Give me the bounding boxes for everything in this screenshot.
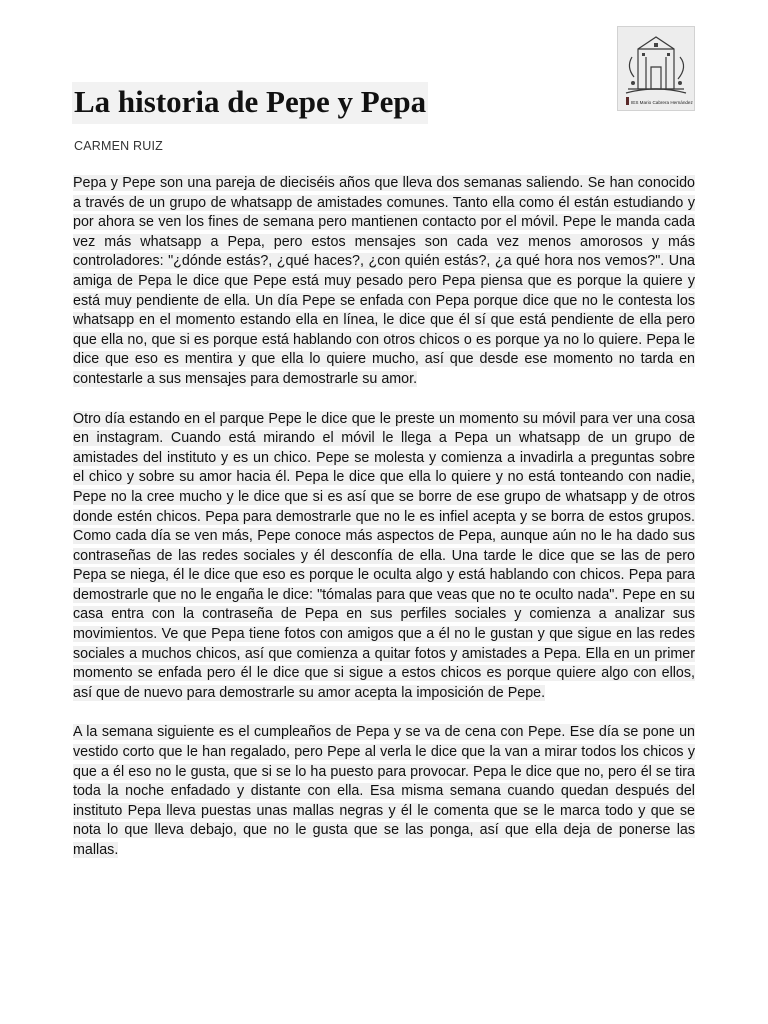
school-seal-icon bbox=[618, 27, 694, 110]
paragraph-1 bbox=[73, 174, 695, 390]
paragraph-3-text: A la semana siguiente es el cumpleaños de Pepa y se va de cena con Pepe. Ese día se pone un vestido corto que le han regalado, pero Pepe al verla le dice que la van a mirar todos los chicos y que a él eso no le gusta, que si se lo ha puesto para provocar. Pepa le dice que no, pero él se tira toda la noche enfadado y distante con ella. Esa misma semana cuando quedan después del instituto Pepa lleva puestas unas mallas negras y él le comenta que se le marca todo y que se nota lo que lleva debajo, que no le gusta que se las ponga, así que ella deja de ponerse las mallas. bbox=[73, 724, 695, 858]
author-name: CARMEN RUIZ bbox=[74, 139, 164, 153]
page-title: La historia de Pepe y Pepa bbox=[72, 82, 428, 124]
school-seal-logo bbox=[617, 26, 695, 111]
paragraph-2-text: Otro día estando en el parque Pepe le dice que le preste un momento su móvil para ver una cosa en instagram. Cuando está mirando el móvil le llega a Pepa un whatsapp de un grupo de amistades del instituto y es un chico. Pepe se molesta y comienza a invadirla a preguntas sobre el chico y sobre su amor hacia él. Pepa le dice que ella lo quiere y no está tonteando con nadie, Pepe no la cree mucho y le dice que si es así que se borre de ese grupo de whatsapp y de otros donde estén chicos. Pepa para demostrarle que no le es infiel acepta y se borra de estos grupos. Como cada día se ven más, Pepe conoce más aspectos de Pepa, aunque aún no le ha dado sus contraseñas de las redes sociales y él desconfía de ella. Una tarde le dice que se las de pero Pepa se niega, él le dice que eso es porque le oculta algo y está hablando con chicos. Pepa para demostrarle que no le engaña le dice: "tómalas para que veas que no te oculto nada". Pepe en su casa entra con la contraseña de Pepa en sus perfiles sociales y comienza a analizar sus movimientos. Ve que Pepa tiene fotos con amigos que a él no le gustan y que sigue en las redes sociales a muchos chicos, así que comienza a quitar fotos y amistades a Pepa. Ella en un primer momento se enfada pero él le dice que si sigue a estos chicos es porque quiere algo con ellos, así que de nuevo para demostrarle su amor acepta la imposición de Pepe. bbox=[73, 410, 695, 701]
paragraph-2 bbox=[73, 410, 695, 704]
logo-caption: IES Mario Cabrera Hernández bbox=[631, 100, 693, 105]
paragraph-3 bbox=[73, 723, 695, 860]
paragraph-1-text: Pepa y Pepe son una pareja de dieciséis años que lleva dos semanas saliendo. Se han conocido a través de un grupo de whatsapp de amistades comunes. Tanto ella como él están estudiando y por ahora se ven los fines de semana pero mantienen contacto por el móvil. Pepe le manda cada vez más whatsapp a Pepa, pero estos mensajes son cada vez menos amorosos y más controladores: "¿dónde estás?, ¿qué haces?, ¿con quién estás?, ¿a qué hora nos vemos?". Una amiga de Pepa le dice que Pepe está muy pesado pero Pepa piensa que es porque la quiere y está muy pendiente de ella. Un día Pepe se enfada con Pepa porque dice que no le contesta los whatsapp en el momento estando ella en línea, le dice que él sí que está pendiente de ella pero que ella no, que si es porque está hablando con otros chicos o es porque ya no lo quiere. Pepa le dice que eso es mentira y que ella lo quiere mucho, así que desde ese momento no tarda en contestarle a sus mensajes para demostrarle su amor. bbox=[73, 175, 695, 387]
document-body bbox=[73, 174, 695, 881]
